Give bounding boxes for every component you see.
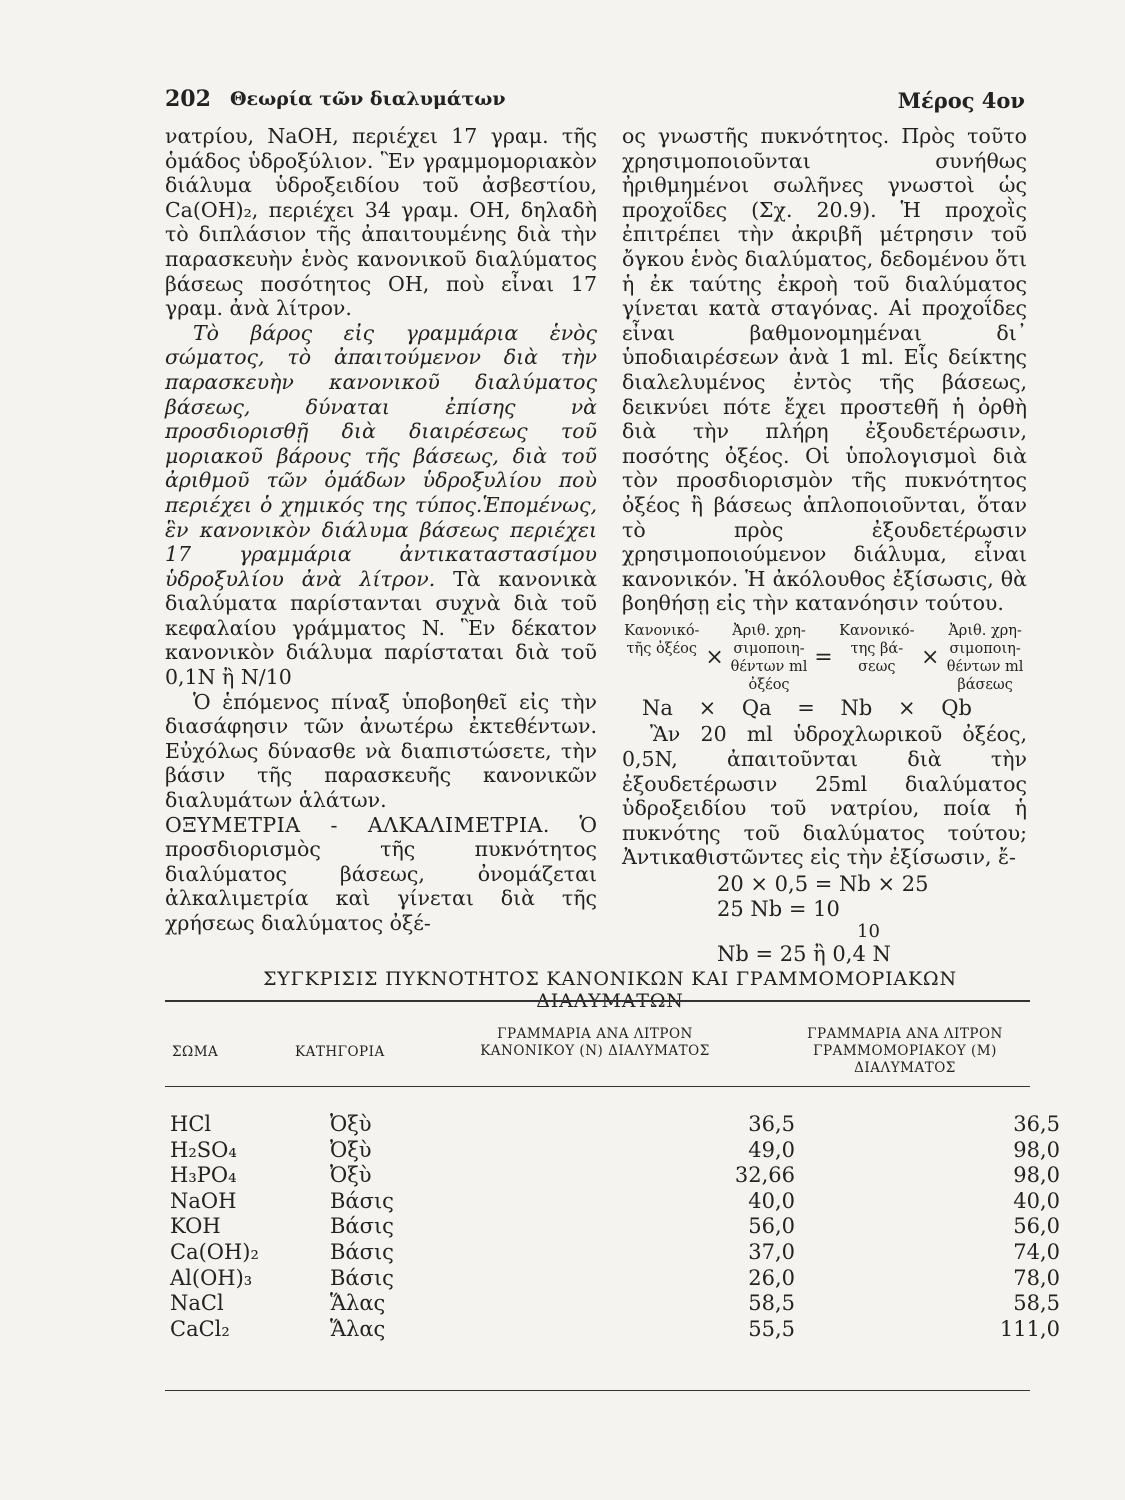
fraction-numerator: 10 <box>857 921 880 943</box>
category-cell: Βάσις <box>330 1188 394 1213</box>
category-cell: Βάσις <box>330 1265 394 1290</box>
molar-cell: 40,0 <box>1013 1188 1060 1213</box>
normal-cell: 32,66 <box>734 1163 795 1188</box>
table-row <box>165 1239 1060 1266</box>
equation-line: 25 Nb = 10 <box>717 897 840 922</box>
molar-cell: 98,0 <box>1013 1137 1060 1162</box>
substance-cell: H₃PO₄ <box>170 1163 237 1188</box>
category-cell: Βάσις <box>330 1239 394 1264</box>
normal-cell: 26,0 <box>748 1265 795 1290</box>
paragraph: νατρίου, NaOH, περιέχει 17 γραμ. τῆς ὁμάδος ὑδροξύλιον. Ἓν γραμμομοριακὸν διάλυμα ὑδροξειδίου τοῦ ἀσβεστίου, Ca(OH)₂, περιέχει 34 γραμ. OH, δηλαδὴ τὸ διπλάσιον τῆς ἀπαιτουμένης διὰ τὴν παρασκευὴν ἑνὸς κανονικοῦ διαλύματος βάσεως ποσότητος OH, ποὺ εἶναι 17 γραμ. ἀνὰ λίτρον. <box>165 124 597 321</box>
table-row <box>165 1214 1060 1240</box>
table-row <box>165 1291 1060 1317</box>
molar-cell: 36,5 <box>1013 1112 1060 1136</box>
right-column <box>622 124 1027 967</box>
table-body <box>165 1112 1060 1342</box>
category-cell: Ὀξὺ <box>330 1163 372 1188</box>
molar-cell: 98,0 <box>1013 1163 1060 1188</box>
column-header-normal: ΓΡΑΜΜΑΡΙΑ ΑΝΑ ΛΙΤΡΟΝ ΚΑΝΟΝΙΚΟΥ (N) ΔΙΑΛΥΜΑΤΟΣ <box>480 1026 710 1059</box>
italic-definition: Τὸ βάρος εἰς γραμμάρια ἑνὸς σώματος, τὸ ἀπαιτούμενον διὰ τὴν παρασκευὴν κανονικοῦ διαλύματος βάσεως, δύναται ἐπίσης νὰ προσδιορισθῇ διὰ διαιρέσεως τοῦ μοριακοῦ βάρους τῆς βάσεως, διὰ τοῦ ἀριθμοῦ τῶν ὁμάδων ὑδροξυλίου ποὺ περιέχει ὁ χημικός της τύπος.Ἑπομένως, ἓν κανονικὸν διάλυμα βάσεως περιέχει 17 γραμμάρια ἀντικαταστασίμου ὑδροξυλίου ἀνὰ λίτρον. <box>165 320 597 591</box>
substance-cell: CaCl₂ <box>170 1316 230 1341</box>
molar-cell: 78,0 <box>1013 1265 1060 1290</box>
equation-lhs: Nb = <box>717 942 780 967</box>
formula-term: Ἀριθ. χρη-σιμοποιη-θέντων ml βάσεως <box>946 622 1024 693</box>
word-equation <box>622 622 1027 694</box>
molar-cell: 58,5 <box>1013 1291 1060 1316</box>
category-cell: Βάσις <box>330 1214 394 1239</box>
paragraph <box>165 321 597 690</box>
substance-cell: KOH <box>170 1214 221 1239</box>
paragraph: Ἂν 20 ml ὑδροχλωρικοῦ ὀξέος, 0,5N, ἀπαιτοῦνται διὰ τὴν ἐξουδετέρωσιν 25ml διαλύματος ὑδροξειδίου τοῦ νατρίου, ποία ἡ πυκνότης τοῦ διαλύματος τούτου; Ἀντικαθιστῶντες εἰς τὴν ἐξίσωσιν, ἔ- <box>622 722 1027 870</box>
running-title: Θεωρία τῶν διαλυμάτων <box>230 88 506 110</box>
column-header-molar: ΓΡΑΜΜΑΡΙΑ ΑΝΑ ΛΙΤΡΟΝ ΓΡΑΜΜΟΜΟΡΙΑΚΟΥ (M) ΔΙΑΛΥΜΑΤΟΣ <box>807 1026 1003 1076</box>
equation-line <box>622 942 1027 967</box>
symbol: × <box>897 695 916 720</box>
equation-result: ἢ 0,4 N <box>806 942 891 967</box>
section-heading: ΟΞΥΜΕΤΡΙΑ - ΑΛΚΑΛΙΜΕΤΡΙΑ. <box>165 812 550 837</box>
normal-cell: 36,5 <box>748 1112 795 1136</box>
category-cell: Ὀξὺ <box>330 1112 372 1136</box>
paragraph-text: Ὁ προσδιορισμὸς τῆς πυκνότητος διαλύματος βάσεως, ὀνομάζεται ἀλκαλιμετρία καὶ γίνεται διὰ τῆς χρήσεως διαλύματος ὀξέ- <box>165 812 597 935</box>
symbol: Nb <box>840 695 873 720</box>
formula-term: Κανονικό-τῆς ὀξέος <box>624 622 700 657</box>
table-row <box>165 1163 1060 1189</box>
substance-cell: NaOH <box>170 1188 237 1213</box>
column-header-category: ΚΑΤΗΓΟΡΙΑ <box>295 1044 385 1060</box>
table-row <box>165 1137 1060 1164</box>
symbol: Qa <box>741 695 772 720</box>
symbol: Qb <box>941 695 972 720</box>
paragraph: Ὁ ἑπόμενος πίναξ ὑποβοηθεῖ εἰς τὴν διασάφησιν τῶν ἀνωτέρω ἐκτεθέντων. Εὐχόλως δύνασθε νὰ διαπιστώσετε, τὴν βάσιν τῆς παρασκευῆς κανονικῶν διαλυμάτων ἁλάτων. <box>165 689 597 813</box>
substance-cell: Al(OH)₃ <box>170 1265 253 1290</box>
normal-cell: 56,0 <box>748 1214 795 1239</box>
symbolic-equation <box>642 696 972 721</box>
normal-cell: 49,0 <box>748 1137 795 1162</box>
normal-cell: 40,0 <box>748 1188 795 1213</box>
symbol: Na <box>642 695 673 720</box>
molar-cell: 56,0 <box>1013 1214 1060 1239</box>
substance-cell: NaCl <box>170 1291 224 1316</box>
symbol: = <box>797 695 815 720</box>
normal-cell: 37,0 <box>748 1239 795 1264</box>
worked-equations <box>622 872 1027 967</box>
normal-cell: 55,5 <box>748 1316 795 1341</box>
table-row <box>165 1316 1060 1343</box>
paragraph: ος γνωστῆς πυκνότητος. Πρὸς τοῦτο χρησιμοποιοῦνται συνήθως ἠριθμημένοι σωλῆνες γνωστοὶ ὡς προχοΐδες (Σχ. 20.9). Ἡ προχοῒς ἐπιτρέπει τὴν ἀκριβῆ μέτρησιν τοῦ ὄγκου ἑνὸς διαλύματος, δεδομένου ὅτι ἡ ἐκ ταύτης ἐκροὴ τοῦ διαλύματος γίνεται κατὰ σταγόνας. Αἱ προχοΐδες εἶναι βαθμονομημέναι δι᾽ ὑποδιαιρέσεων ἀνὰ 1 ml. Εἷς δείκτης διαλελυμένος ἐντὸς τῆς βάσεως, δεικνύει πότε ἔχει προστεθῆ ἡ ὀρθὴ διὰ τὴν πλήρη ἐξουδετέρωσιν, ποσότης ὀξέος. Οἱ ὑπολογισμοὶ διὰ τὸν προσδιορισμὸν τῆς πυκνότητος ὀξέος ἢ βάσεως ἁπλοποιοῦνται, ὅταν τὸ πρὸς ἐξουδετέρωσιν χρησιμοποιούμενον διάλυμα, εἶναι κανονικόν. Ἡ ἀκόλουθος ἐξίσωσις, θὰ βοηθήσῃ εἰς τὴν κατανόησιν τούτου. <box>622 124 1027 616</box>
symbol: × <box>698 695 717 720</box>
column-header-substance: ΣΩΜΑ <box>172 1044 219 1060</box>
table-rule-bottom <box>165 1390 1030 1391</box>
formula-term: Ἀριθ. χρη-σιμοποιη-θέντων ml ὀξέος <box>730 622 808 693</box>
times-sign: × <box>920 644 940 670</box>
category-cell: Ὀξὺ <box>330 1137 372 1162</box>
table-rule-header <box>165 1086 1030 1087</box>
normal-cell: 58,5 <box>748 1291 795 1316</box>
table-title: ΣΥΓΚΡΙΣΙΣ ΠΥΚΝΟΤΗΤΟΣ ΚΑΝΟΝΙΚΩΝ ΚΑΙ ΓΡΑΜΜΟΜΟΡΙΑΚΩΝ ΔΙΑΛΥΜΑΤΩΝ <box>263 968 957 1012</box>
page-number: 202 <box>165 86 211 112</box>
paragraph-text: Τὰ κανονικὰ διαλύματα παρίστανται συχνὰ διὰ τοῦ κεφαλαίου γράμματος N. Ἓν δέκατον κανονικὸν διάλυμα παρίσταται διὰ τοῦ 0,1N ἢ N/10 <box>165 566 598 690</box>
equation-line: 20 × 0,5 = Nb × 25 <box>717 872 929 897</box>
molar-cell: 111,0 <box>999 1316 1060 1341</box>
substance-cell: HCl <box>170 1112 212 1136</box>
times-sign: × <box>705 644 724 670</box>
table-row <box>165 1188 1060 1215</box>
table-rule-top <box>165 1000 1030 1002</box>
formula-term: Κανονικό-της βά-σεως <box>839 622 915 675</box>
table-row <box>165 1265 1060 1292</box>
substance-cell: Ca(OH)₂ <box>170 1239 259 1264</box>
substance-cell: H₂SO₄ <box>170 1137 237 1162</box>
left-column <box>165 124 597 936</box>
category-cell: Ἅλας <box>330 1291 386 1316</box>
category-cell: Ἅλας <box>330 1316 386 1341</box>
equals-sign: = <box>814 644 833 670</box>
page-header <box>165 86 1025 126</box>
molar-cell: 74,0 <box>1013 1239 1060 1264</box>
paragraph <box>165 813 597 936</box>
fraction-denominator: 25 <box>779 942 807 967</box>
table-row <box>165 1112 1060 1138</box>
part-label: Μέρος 4ον <box>897 88 1025 113</box>
